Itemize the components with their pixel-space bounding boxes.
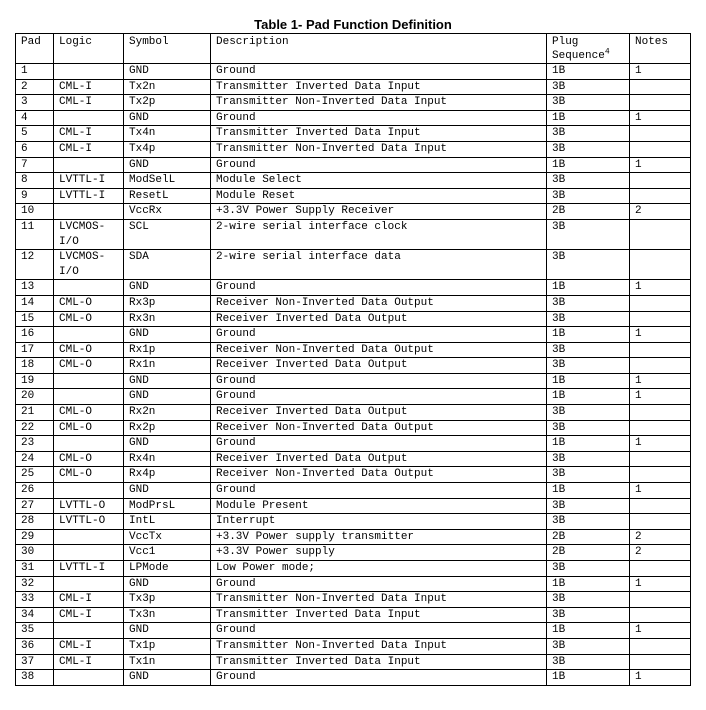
cell-description: Receiver Inverted Data Output (211, 451, 547, 467)
cell-notes: 1 (630, 483, 691, 499)
cell-symbol: GND (124, 110, 211, 126)
table-row (16, 561, 691, 577)
cell-pad: 37 (16, 654, 54, 670)
table-row (16, 95, 691, 111)
cell-description: Module Select (211, 173, 547, 189)
cell-pad: 6 (16, 141, 54, 157)
header-plug-sequence (547, 34, 630, 64)
cell-plug-sequence: 3B (547, 173, 630, 189)
cell-notes (630, 311, 691, 327)
cell-notes (630, 95, 691, 111)
cell-plug-sequence: 3B (547, 451, 630, 467)
cell-description: Receiver Non-Inverted Data Output (211, 467, 547, 483)
cell-pad: 13 (16, 280, 54, 296)
cell-logic: LVTTL-I (54, 188, 124, 204)
cell-pad: 19 (16, 373, 54, 389)
cell-notes (630, 514, 691, 530)
cell-symbol: VccTx (124, 529, 211, 545)
cell-plug-sequence: 3B (547, 405, 630, 421)
cell-description: Ground (211, 576, 547, 592)
cell-plug-sequence: 3B (547, 79, 630, 95)
header-description: Description (211, 34, 547, 64)
cell-symbol: GND (124, 389, 211, 405)
table-row (16, 638, 691, 654)
cell-pad: 34 (16, 607, 54, 623)
cell-symbol: Rx3n (124, 311, 211, 327)
cell-plug-sequence: 1B (547, 436, 630, 452)
header-plug-line2: Sequence (552, 50, 605, 62)
cell-plug-sequence: 3B (547, 126, 630, 142)
cell-description: Receiver Inverted Data Output (211, 405, 547, 421)
cell-symbol: IntL (124, 514, 211, 530)
cell-symbol: Vcc1 (124, 545, 211, 561)
cell-description: 2-wire serial interface data (211, 250, 547, 280)
cell-symbol: Rx2n (124, 405, 211, 421)
cell-description: Interrupt (211, 514, 547, 530)
cell-symbol: Tx4p (124, 141, 211, 157)
cell-logic: CML-O (54, 358, 124, 374)
table-row (16, 420, 691, 436)
cell-plug-sequence: 3B (547, 638, 630, 654)
cell-plug-sequence: 1B (547, 110, 630, 126)
cell-description: +3.3V Power supply transmitter (211, 529, 547, 545)
table-row (16, 670, 691, 686)
cell-pad: 25 (16, 467, 54, 483)
cell-symbol: LPMode (124, 561, 211, 577)
cell-plug-sequence: 1B (547, 389, 630, 405)
table-row (16, 373, 691, 389)
cell-symbol: GND (124, 280, 211, 296)
cell-pad: 4 (16, 110, 54, 126)
cell-plug-sequence: 3B (547, 358, 630, 374)
cell-logic: LVCMOS-I/O (54, 219, 124, 249)
cell-pad: 29 (16, 529, 54, 545)
cell-notes (630, 405, 691, 421)
cell-description: Ground (211, 280, 547, 296)
cell-description: Transmitter Inverted Data Input (211, 126, 547, 142)
cell-plug-sequence: 3B (547, 295, 630, 311)
cell-plug-sequence: 1B (547, 64, 630, 80)
cell-notes: 1 (630, 436, 691, 452)
cell-pad: 7 (16, 157, 54, 173)
cell-description: Ground (211, 483, 547, 499)
cell-pad: 24 (16, 451, 54, 467)
cell-notes: 1 (630, 157, 691, 173)
table-row (16, 188, 691, 204)
cell-notes: 1 (630, 670, 691, 686)
table-row (16, 405, 691, 421)
cell-logic: LVTTL-I (54, 173, 124, 189)
cell-plug-sequence: 3B (547, 654, 630, 670)
table-row (16, 389, 691, 405)
cell-logic (54, 157, 124, 173)
cell-description: Transmitter Non-Inverted Data Input (211, 638, 547, 654)
cell-notes (630, 498, 691, 514)
table-row (16, 545, 691, 561)
cell-notes (630, 420, 691, 436)
cell-symbol: Tx4n (124, 126, 211, 142)
cell-symbol: GND (124, 576, 211, 592)
cell-symbol: GND (124, 327, 211, 343)
cell-plug-sequence: 2B (547, 545, 630, 561)
cell-pad: 33 (16, 592, 54, 608)
cell-symbol: Tx1p (124, 638, 211, 654)
cell-notes: 1 (630, 576, 691, 592)
cell-description: Receiver Non-Inverted Data Output (211, 420, 547, 436)
cell-symbol: Tx3n (124, 607, 211, 623)
cell-logic (54, 373, 124, 389)
cell-pad: 21 (16, 405, 54, 421)
cell-logic: CML-I (54, 638, 124, 654)
cell-logic: CML-I (54, 126, 124, 142)
table-row (16, 607, 691, 623)
cell-symbol: Rx2p (124, 420, 211, 436)
cell-notes: 1 (630, 389, 691, 405)
cell-notes: 1 (630, 280, 691, 296)
cell-description: Ground (211, 157, 547, 173)
cell-notes (630, 295, 691, 311)
table-row (16, 529, 691, 545)
cell-notes (630, 126, 691, 142)
cell-symbol: Tx2p (124, 95, 211, 111)
header-logic: Logic (54, 34, 124, 64)
cell-logic (54, 327, 124, 343)
cell-notes: 2 (630, 529, 691, 545)
table-caption: Table 1- Pad Function Definition (254, 17, 452, 32)
cell-notes (630, 592, 691, 608)
table-row (16, 514, 691, 530)
cell-logic: CML-I (54, 654, 124, 670)
cell-symbol: GND (124, 623, 211, 639)
table-row (16, 173, 691, 189)
cell-pad: 16 (16, 327, 54, 343)
cell-pad: 35 (16, 623, 54, 639)
cell-logic: CML-O (54, 295, 124, 311)
cell-description: Ground (211, 64, 547, 80)
cell-pad: 9 (16, 188, 54, 204)
table-row (16, 110, 691, 126)
header-pad: Pad (16, 34, 54, 64)
cell-description: Transmitter Inverted Data Input (211, 79, 547, 95)
cell-description: Transmitter Non-Inverted Data Input (211, 141, 547, 157)
cell-plug-sequence: 1B (547, 483, 630, 499)
cell-notes (630, 561, 691, 577)
cell-notes (630, 467, 691, 483)
cell-notes (630, 188, 691, 204)
cell-symbol: Rx3p (124, 295, 211, 311)
cell-description: Low Power mode; (211, 561, 547, 577)
cell-logic (54, 64, 124, 80)
cell-symbol: GND (124, 64, 211, 80)
cell-description: Receiver Inverted Data Output (211, 358, 547, 374)
cell-description: Ground (211, 327, 547, 343)
cell-pad: 27 (16, 498, 54, 514)
cell-symbol: GND (124, 373, 211, 389)
cell-logic: CML-O (54, 451, 124, 467)
pad-function-table (15, 33, 691, 686)
cell-pad: 12 (16, 250, 54, 280)
table-row (16, 141, 691, 157)
cell-notes: 1 (630, 623, 691, 639)
cell-plug-sequence: 1B (547, 623, 630, 639)
cell-logic: CML-O (54, 311, 124, 327)
cell-logic: CML-O (54, 342, 124, 358)
cell-pad: 10 (16, 204, 54, 220)
cell-pad: 28 (16, 514, 54, 530)
cell-pad: 17 (16, 342, 54, 358)
cell-notes (630, 638, 691, 654)
cell-plug-sequence: 3B (547, 420, 630, 436)
table-row (16, 327, 691, 343)
cell-pad: 11 (16, 219, 54, 249)
cell-description: Receiver Non-Inverted Data Output (211, 342, 547, 358)
cell-logic: CML-O (54, 420, 124, 436)
cell-plug-sequence: 3B (547, 607, 630, 623)
cell-logic: LVCMOS-I/O (54, 250, 124, 280)
cell-plug-sequence: 2B (547, 529, 630, 545)
cell-plug-sequence: 3B (547, 219, 630, 249)
cell-description: Ground (211, 436, 547, 452)
cell-plug-sequence: 3B (547, 342, 630, 358)
cell-plug-sequence: 1B (547, 373, 630, 389)
cell-notes: 1 (630, 110, 691, 126)
cell-pad: 31 (16, 561, 54, 577)
table-row (16, 219, 691, 249)
cell-plug-sequence: 3B (547, 514, 630, 530)
table-row (16, 654, 691, 670)
cell-description: Ground (211, 373, 547, 389)
cell-symbol: Rx1p (124, 342, 211, 358)
cell-pad: 36 (16, 638, 54, 654)
cell-logic: CML-O (54, 405, 124, 421)
table-row (16, 157, 691, 173)
cell-description: Ground (211, 670, 547, 686)
cell-plug-sequence: 3B (547, 95, 630, 111)
cell-description: +3.3V Power Supply Receiver (211, 204, 547, 220)
cell-logic (54, 545, 124, 561)
header-symbol: Symbol (124, 34, 211, 64)
cell-symbol: ResetL (124, 188, 211, 204)
cell-notes (630, 141, 691, 157)
table-row (16, 79, 691, 95)
cell-pad: 38 (16, 670, 54, 686)
cell-logic: CML-I (54, 592, 124, 608)
table-row (16, 483, 691, 499)
cell-symbol: Tx2n (124, 79, 211, 95)
cell-description: Transmitter Inverted Data Input (211, 654, 547, 670)
cell-description: Module Present (211, 498, 547, 514)
cell-pad: 1 (16, 64, 54, 80)
cell-description: Transmitter Non-Inverted Data Input (211, 592, 547, 608)
cell-symbol: Rx4n (124, 451, 211, 467)
table-row (16, 623, 691, 639)
cell-symbol: Tx3p (124, 592, 211, 608)
cell-notes (630, 607, 691, 623)
cell-pad: 18 (16, 358, 54, 374)
cell-pad: 3 (16, 95, 54, 111)
cell-description: Ground (211, 389, 547, 405)
cell-description: 2-wire serial interface clock (211, 219, 547, 249)
cell-logic (54, 623, 124, 639)
cell-symbol: GND (124, 157, 211, 173)
cell-description: Ground (211, 623, 547, 639)
cell-symbol: VccRx (124, 204, 211, 220)
cell-pad: 26 (16, 483, 54, 499)
cell-notes: 1 (630, 373, 691, 389)
cell-notes: 1 (630, 327, 691, 343)
cell-notes (630, 250, 691, 280)
cell-symbol: GND (124, 436, 211, 452)
cell-plug-sequence: 1B (547, 157, 630, 173)
table-row (16, 295, 691, 311)
cell-description: Receiver Non-Inverted Data Output (211, 295, 547, 311)
cell-description: Ground (211, 110, 547, 126)
table-row (16, 280, 691, 296)
cell-pad: 22 (16, 420, 54, 436)
cell-pad: 15 (16, 311, 54, 327)
table-row (16, 358, 691, 374)
cell-pad: 20 (16, 389, 54, 405)
cell-plug-sequence: 3B (547, 467, 630, 483)
cell-symbol: ModSelL (124, 173, 211, 189)
cell-notes: 2 (630, 545, 691, 561)
cell-description: Transmitter Inverted Data Input (211, 607, 547, 623)
cell-notes (630, 451, 691, 467)
cell-logic (54, 204, 124, 220)
cell-pad: 32 (16, 576, 54, 592)
cell-notes (630, 654, 691, 670)
cell-logic: CML-I (54, 141, 124, 157)
cell-plug-sequence: 3B (547, 250, 630, 280)
cell-symbol: GND (124, 670, 211, 686)
cell-logic: CML-I (54, 607, 124, 623)
cell-description: +3.3V Power supply (211, 545, 547, 561)
cell-notes: 2 (630, 204, 691, 220)
cell-symbol: SDA (124, 250, 211, 280)
cell-plug-sequence: 3B (547, 592, 630, 608)
table-row (16, 250, 691, 280)
table-row (16, 592, 691, 608)
table-row (16, 436, 691, 452)
header-row (16, 34, 691, 64)
cell-pad: 30 (16, 545, 54, 561)
table-row (16, 451, 691, 467)
cell-description: Transmitter Non-Inverted Data Input (211, 95, 547, 111)
cell-plug-sequence: 3B (547, 498, 630, 514)
header-plug-line1: Plug (552, 36, 579, 48)
cell-pad: 5 (16, 126, 54, 142)
cell-pad: 14 (16, 295, 54, 311)
cell-logic (54, 576, 124, 592)
cell-logic: LVTTL-O (54, 514, 124, 530)
cell-symbol: GND (124, 483, 211, 499)
cell-notes (630, 358, 691, 374)
cell-notes: 1 (630, 64, 691, 80)
cell-logic: LVTTL-O (54, 498, 124, 514)
cell-symbol: Tx1n (124, 654, 211, 670)
cell-notes (630, 79, 691, 95)
table-row (16, 311, 691, 327)
cell-plug-sequence: 3B (547, 561, 630, 577)
cell-logic: LVTTL-I (54, 561, 124, 577)
table-row (16, 498, 691, 514)
table-row (16, 576, 691, 592)
cell-notes (630, 173, 691, 189)
cell-plug-sequence: 3B (547, 141, 630, 157)
table-row (16, 204, 691, 220)
cell-plug-sequence: 3B (547, 311, 630, 327)
cell-plug-sequence: 2B (547, 204, 630, 220)
cell-notes (630, 219, 691, 249)
cell-logic (54, 389, 124, 405)
cell-plug-sequence: 1B (547, 280, 630, 296)
cell-logic: CML-O (54, 467, 124, 483)
cell-pad: 2 (16, 79, 54, 95)
table-row (16, 126, 691, 142)
header-plug-footnote: 4 (604, 47, 610, 57)
cell-logic (54, 280, 124, 296)
cell-logic: CML-I (54, 95, 124, 111)
cell-notes (630, 342, 691, 358)
cell-plug-sequence: 1B (547, 670, 630, 686)
cell-logic: CML-I (54, 79, 124, 95)
cell-plug-sequence: 1B (547, 327, 630, 343)
cell-pad: 8 (16, 173, 54, 189)
table-row (16, 342, 691, 358)
cell-logic (54, 483, 124, 499)
table-row (16, 467, 691, 483)
cell-description: Module Reset (211, 188, 547, 204)
header-notes: Notes (630, 34, 691, 64)
cell-symbol: Rx4p (124, 467, 211, 483)
cell-logic (54, 529, 124, 545)
cell-pad: 23 (16, 436, 54, 452)
cell-plug-sequence: 3B (547, 188, 630, 204)
cell-logic (54, 670, 124, 686)
table-row (16, 64, 691, 80)
cell-description: Receiver Inverted Data Output (211, 311, 547, 327)
cell-symbol: ModPrsL (124, 498, 211, 514)
cell-logic (54, 110, 124, 126)
cell-symbol: Rx1n (124, 358, 211, 374)
cell-plug-sequence: 1B (547, 576, 630, 592)
cell-logic (54, 436, 124, 452)
cell-symbol: SCL (124, 219, 211, 249)
